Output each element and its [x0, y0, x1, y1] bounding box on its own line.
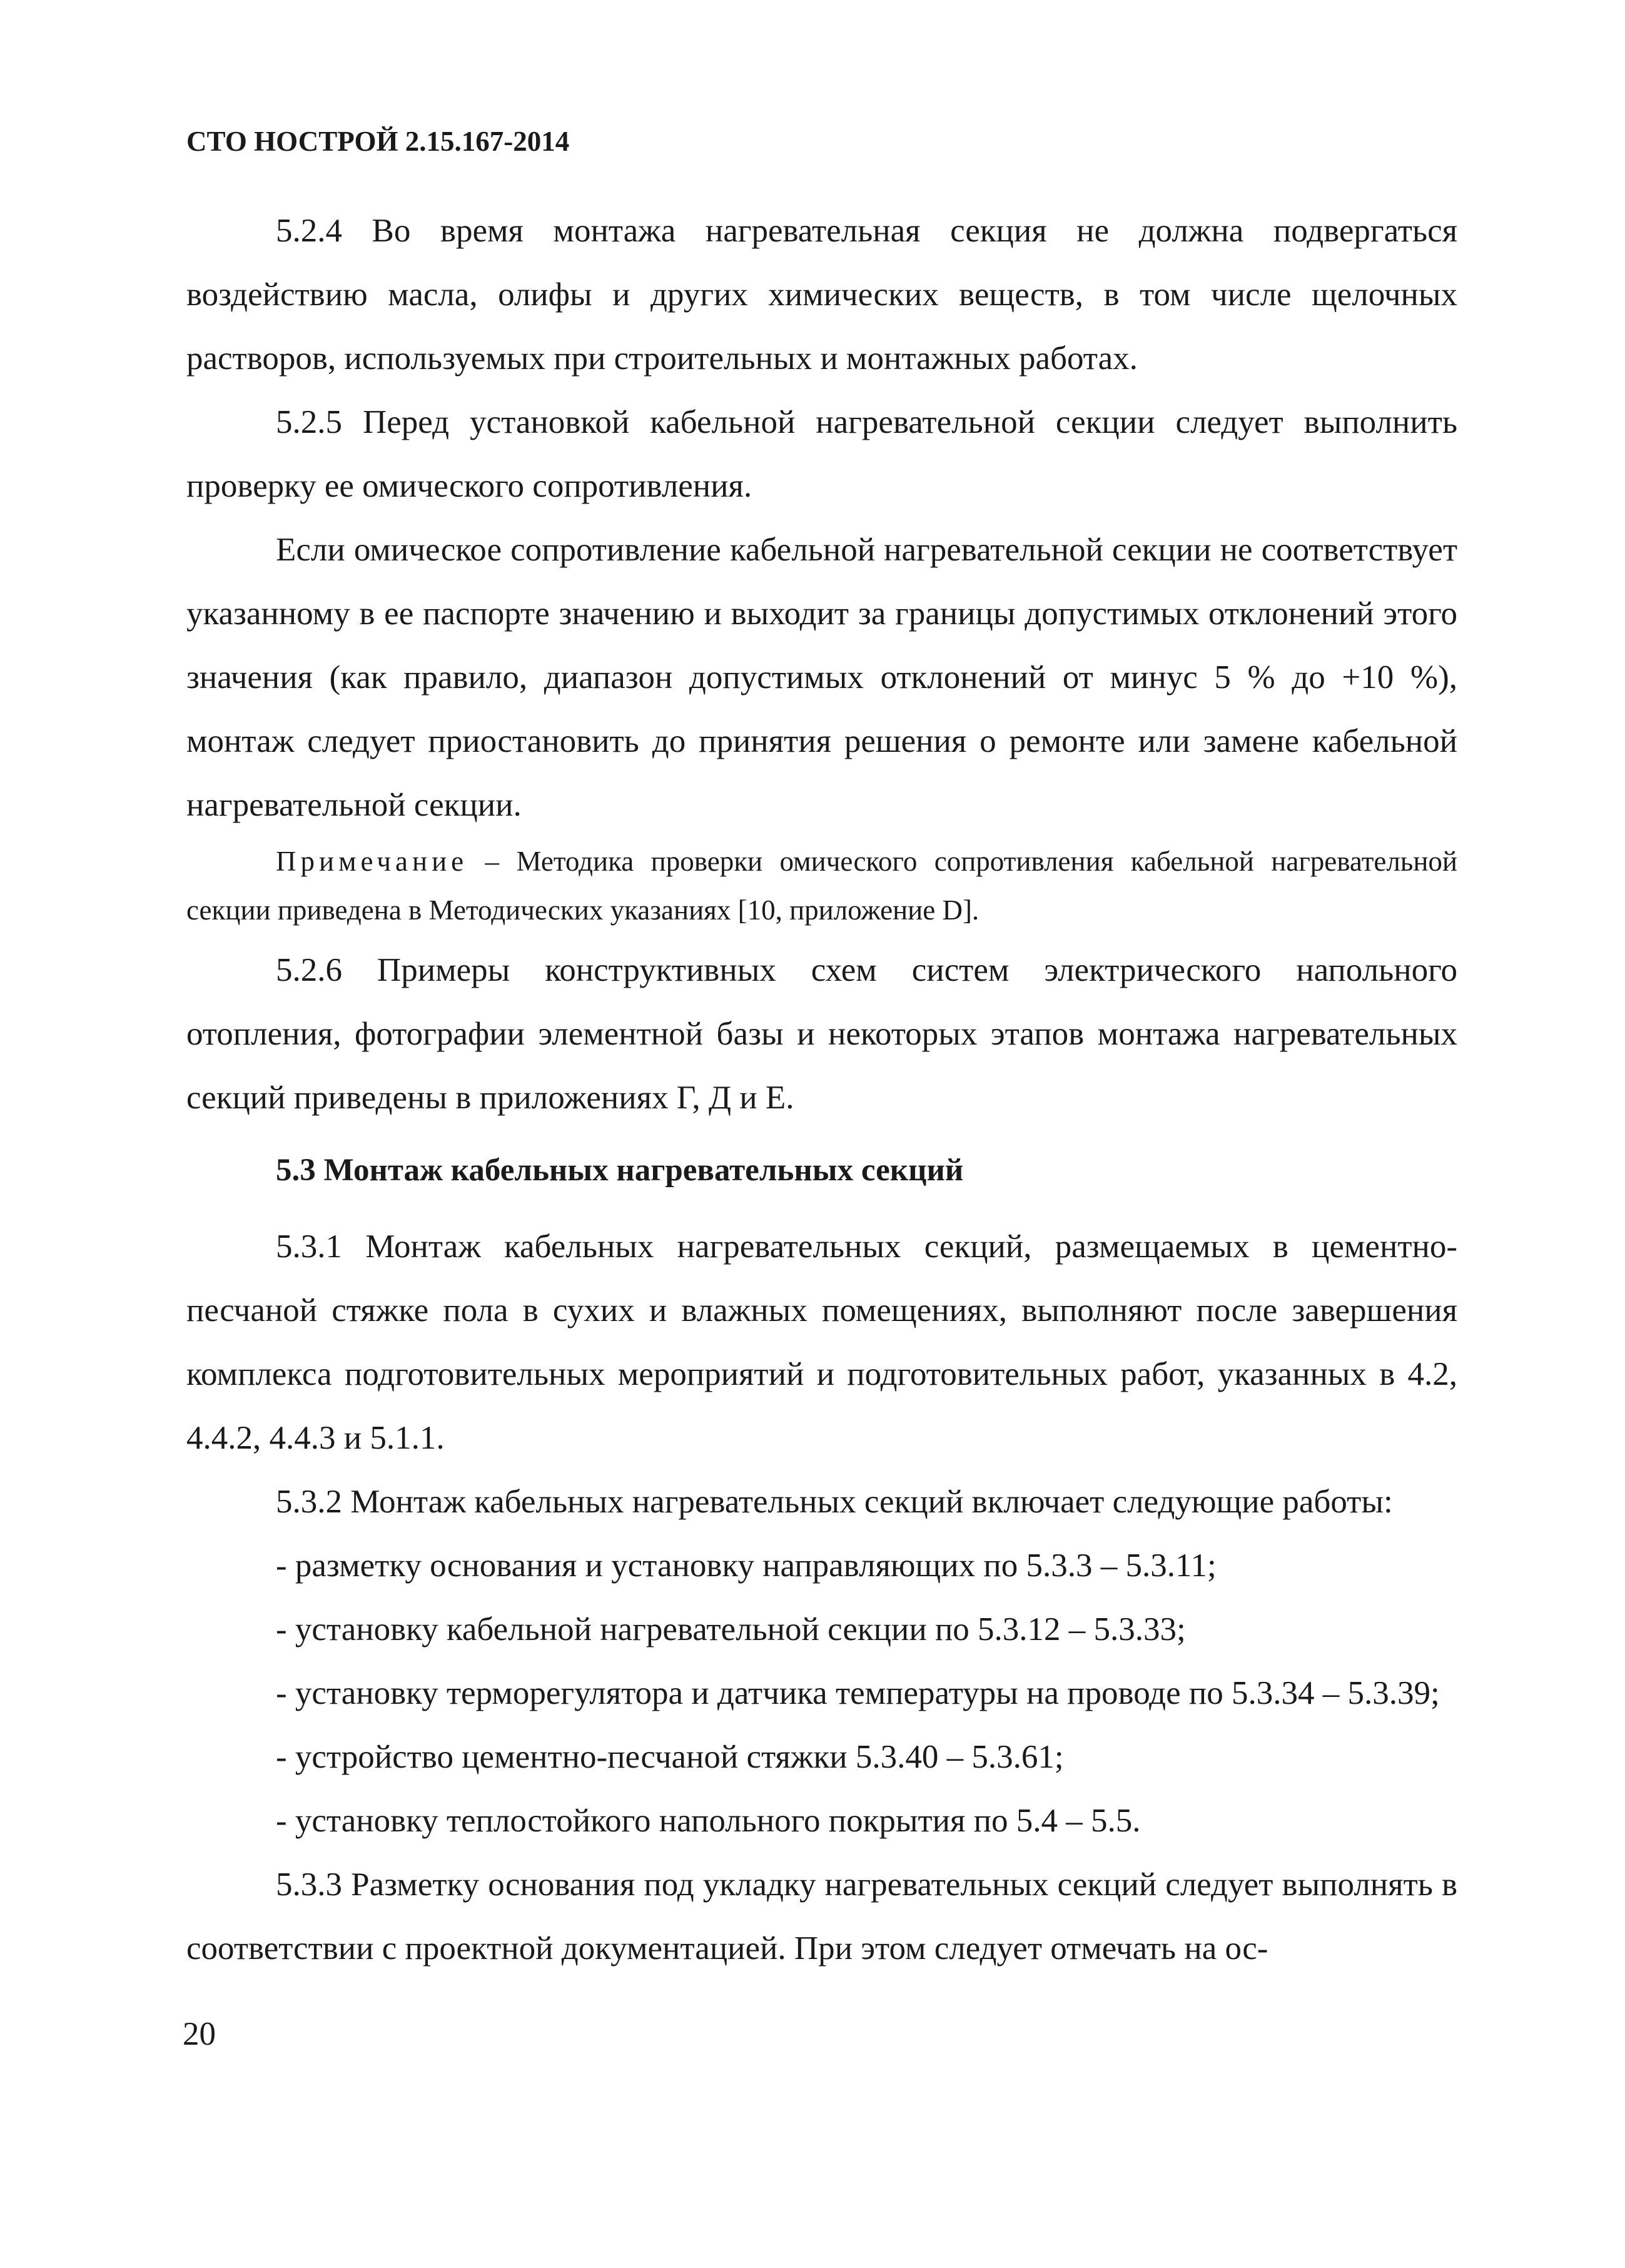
- note-label: Примечание: [276, 846, 468, 877]
- paragraph-5-2-5: 5.2.5 Перед установкой кабельной нагревательной секции следует выполнить проверку ее омического сопротивления.: [186, 404, 1457, 504]
- page-content: [186, 199, 1457, 1980]
- paragraph-5-3-2: 5.3.2 Монтаж кабельных нагревательных секций включает следующие работы:: [276, 1484, 1393, 1520]
- paragraph-5-3-3: 5.3.3 Разметку основания под укладку нагревательных секций следует выполнять в соответствии с проектной документацией. При этом следует отмечать на ос-: [186, 1866, 1457, 1967]
- page-number: 20: [183, 2016, 216, 2052]
- paragraph-5-2-6: 5.2.6 Примеры конструктивных схем систем электрического напольного отопления, фотографии элементной базы и некоторых этапов монтажа нагревательных секций приведены в приложениях Г, Д и Е.: [186, 952, 1457, 1116]
- list-item: - установку терморегулятора и датчика температуры на проводе по 5.3.34 – 5.3.39;: [276, 1675, 1440, 1711]
- document-code-header: СТО НОСТРОЙ 2.15.167-2014: [186, 126, 570, 157]
- list-item: - установку теплостойкого напольного покрытия по 5.4 – 5.5.: [276, 1803, 1141, 1839]
- paragraph-5-2-5-resistance: Если омическое сопротивление кабельной нагревательной секции не соответствует указанному в ее паспорте значению и выходит за границы допустимых отклонений этого значения (как правило, диапазон допустимых отклонений от минус 5 % до +10 %), монтаж следует приостановить до принятия решения о ремонте или замене кабельной нагревательной секции.: [186, 532, 1457, 823]
- list-item: - устройство цементно-песчаной стяжки 5.3.40 – 5.3.61;: [276, 1739, 1064, 1775]
- note: [186, 837, 1457, 934]
- note-text: – Методика проверки омического сопротивления кабельной нагревательной секции приведена в Методических указаниях [10, приложение D].: [186, 846, 1457, 926]
- section-heading-5-3: 5.3 Монтаж кабельных нагревательных секций: [276, 1153, 964, 1188]
- paragraph-5-3-1: 5.3.1 Монтаж кабельных нагревательных секций, размещаемых в цементно-песчаной стяжке пола в сухих и влажных помещениях, выполняют после завершения комплекса подготовительных мероприятий и подготовительных работ, указанных в 4.2, 4.4.2, 4.4.3 и 5.1.1.: [186, 1228, 1457, 1456]
- list-item: - разметку основания и установку направляющих по 5.3.3 – 5.3.11;: [276, 1547, 1217, 1584]
- list-item: - установку кабельной нагревательной секции по 5.3.12 – 5.3.33;: [276, 1611, 1186, 1648]
- paragraph-5-2-4: 5.2.4 Во время монтажа нагревательная секция не должна подвергаться воздействию масла, олифы и других химических веществ, в том числе щелочных растворов, используемых при строительных и монтажных работах.: [186, 213, 1457, 377]
